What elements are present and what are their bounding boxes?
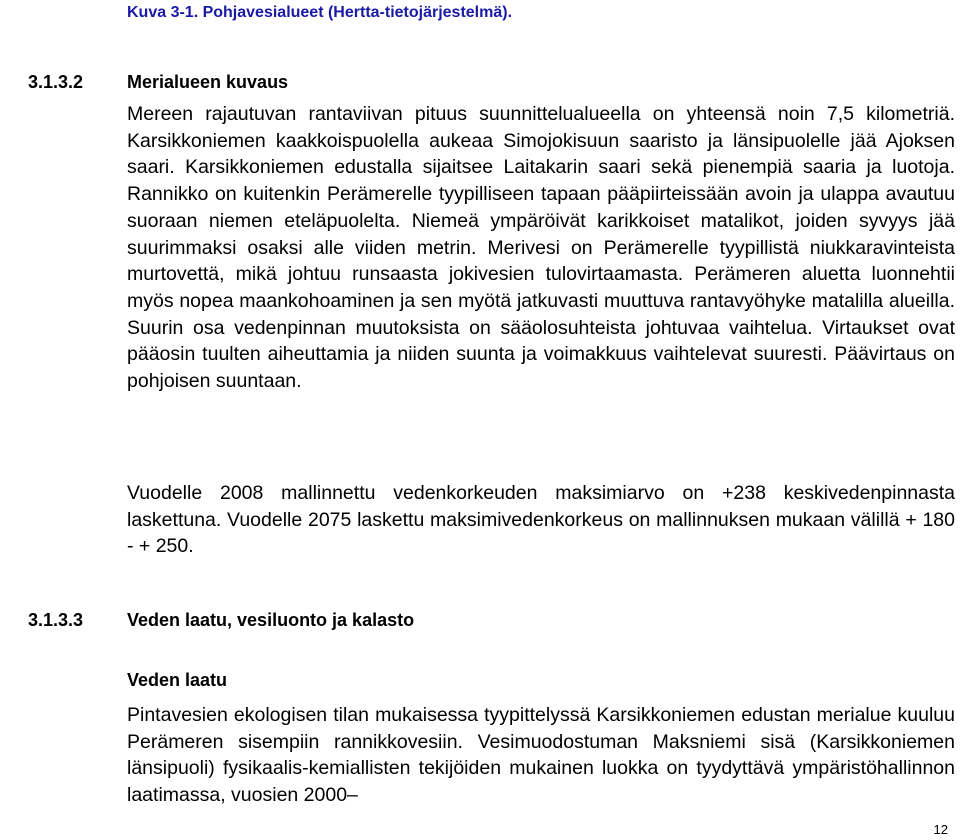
section-title: Veden laatu, vesiluonto ja kalasto — [127, 610, 415, 630]
section-number: 3.1.3.2 — [28, 72, 84, 92]
subheading-veden-laatu: Veden laatu — [127, 670, 228, 690]
paragraph-water-quality: Pintavesien ekologisen tilan mukaisessa tyypittelyssä Karsikkoniemen edustan merialue kuuluu Perämeren sisempiin rannikkovesiin. Vesimuodostuman Maksniemi sisä (Karsikkoniemen länsipuoli) fysikaalis-kemiallisten tekijöiden mukainen luokka on tyydyttävä ympäristöhallinnon laatimassa, vuosien 2000– — [127, 704, 955, 807]
paragraph-water-level: Vuodelle 2008 mallinnettu vedenkorkeuden maksimiarvo on +238 keskivedenpinnasta laskettuna. Vuodelle 2075 laskettu maksimivedenkorkeus on mallinnuksen mukaan välillä + 180 - + 250. — [127, 482, 955, 558]
paragraph-merialue-description: Mereen rajautuvan rantaviivan pituus suunnittelualueella on yhteensä noin 7,5 kilometriä. Karsikkoniemen kaakkoispuolella aukeaa Simojokisuun saaristo ja länsipuolelle jää Ajoksen saari. Karsikkoniemen edustalla sijaitsee Laitakarin saari sekä pienempiä saaria ja luotoja. Rannikko on kuitenkin Perämerelle tyypilliseen tapaan pääpiirteissään avoin ja ulappa avautuu suoraan niemen eteläpuolelta. Niemeä ympäröivät karikkoiset matalikot, joiden syvyys jää suurimmaksi osaksi alle viiden metrin. Merivesi on Perämerelle tyypillistä niukkaravinteista murtovettä, mikä johtuu runsaasta jokivesien tulovirtaamasta. Perämeren aluetta luonnehtii myös nopea maankohoaminen ja sen myötä jatkuvasti muuttuva rantavyöhyke matalilla alueilla. Suurin osa vedenpinnan muutoksista on sääolosuhteista johtuvaa vaihtelua. Virtaukset ovat pääosin tuulten aiheuttamia ja niiden suunta ja voimakkuus vaihtelevat suuresti. Päävirtaus on pohjoisen suuntaan. — [127, 103, 955, 393]
section-title: Merialueen kuvaus — [127, 72, 289, 92]
figure-caption: Kuva 3-1. Pohjavesialueet (Hertta-tietojärjestelmä). — [127, 4, 513, 21]
page-number: 12 — [933, 822, 948, 837]
section-number: 3.1.3.3 — [28, 610, 84, 630]
